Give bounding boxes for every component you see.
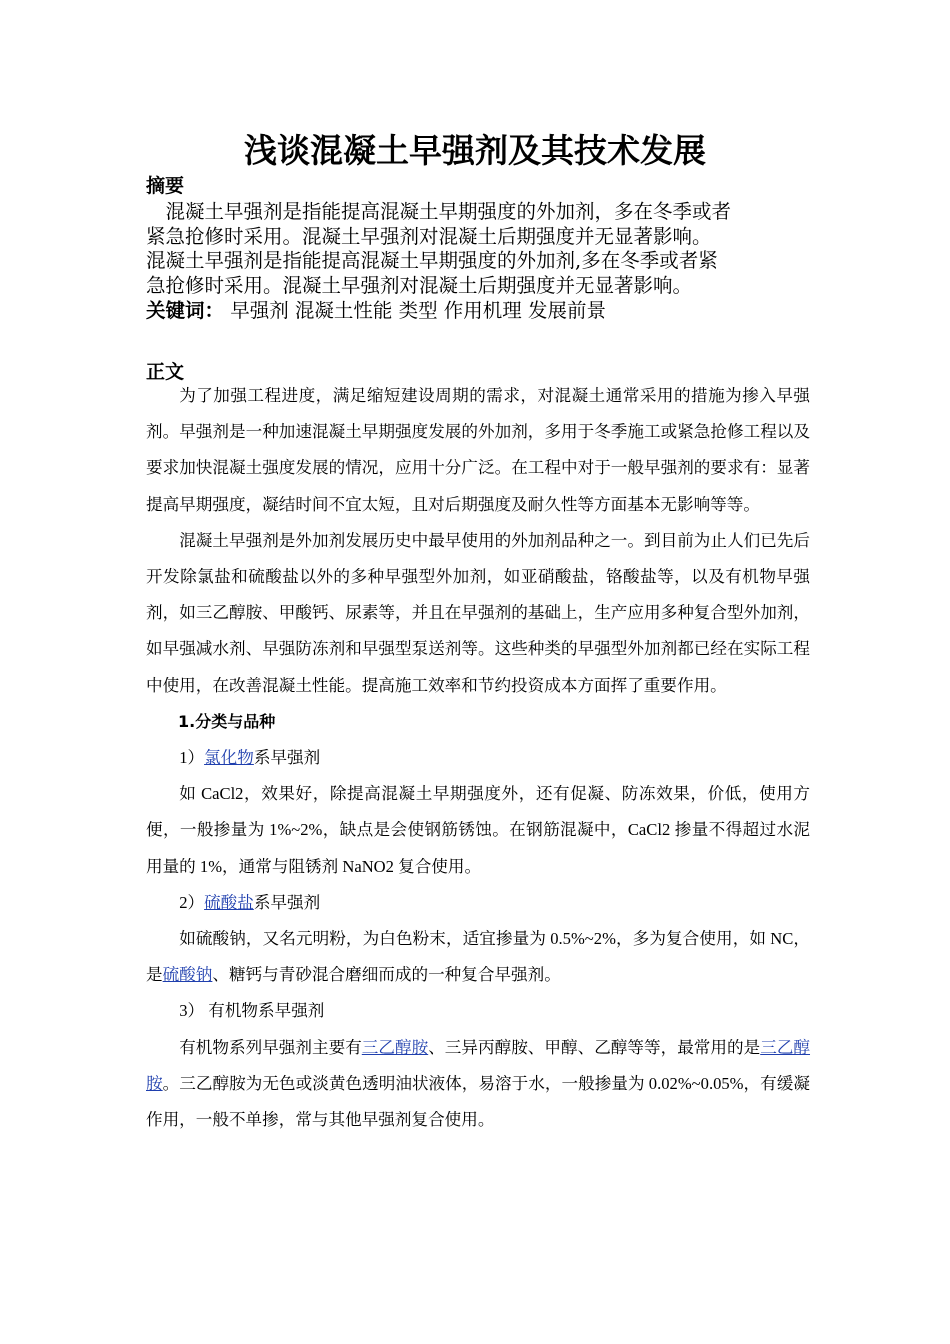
subheading-chloride-number: 1） [179,748,205,768]
paragraph-sulfate-part-1: 如硫酸钠，又名元明粉，为白色粉末，适宜掺量为 0.5%~2%，多为复合使用，如 NC，是 [146,929,810,985]
body-text [146,378,810,1138]
abstract-line-3: 混凝土早强剂是指能提高混凝土早期强度的外加剂,多在冬季或者紧 [146,249,718,272]
keywords-label: 关键词： [146,299,225,322]
keywords-line [146,298,826,324]
document-title: 浅谈混凝土早强剂及其技术发展 [244,131,706,170]
paragraph-organic-part-1: 有机物系列早强剂主要有 [179,1037,362,1057]
paragraph-organic-part-3: 。三乙醇胺为无色或淡黄色透明油状液体，易溶于水，一般掺量为 0.02%~0.05%，有缓凝作用，一般不单掺，常与其他早强剂复合使用。 [146,1073,810,1130]
body-heading: 正文 [146,361,185,383]
subheading-organic: 3） 有机物系早强剂 [179,1001,325,1021]
paragraph-organic [146,1030,810,1139]
link-sulfate[interactable]: 硫酸盐 [204,892,254,912]
paragraph-sulfate [146,921,810,993]
abstract-heading: 摘要 [146,175,185,197]
abstract-line-1: 混凝土早强剂是指能提高混凝土早期强度的外加剂，多在冬季或者 [165,200,732,223]
link-triethanolamine-2[interactable]: 三乙醇胺 [146,1037,811,1093]
paragraph-chloride: 如 CaCl2，效果好，除提高混凝土早期强度外，还有促凝、防冻效果，价低，使用方便，一般掺量为 1%~2%，缺点是会使钢筋锈蚀。在钢筋混凝中，CaCl2 掺量不得超过水泥用量的 1%，通常与阻锈剂 NaNO2 复合使用。 [146,784,810,876]
abstract-text [146,200,812,298]
subheading-chloride-suffix: 系早强剂 [253,748,321,768]
paragraph-organic-part-2: 、三异丙醇胺、甲醇、乙醇等等，最常用的是 [428,1037,761,1057]
keywords-text: 早强剂 混凝土性能 类型 作用机理 发展前景 [224,299,607,322]
paragraph-sulfate-part-2: 、糖钙与青砂混合磨细而成的一种复合早强剂。 [212,965,561,985]
subheading-sulfate [146,885,810,921]
paragraph-2: 混凝土早强剂是外加剂发展历史中最早使用的外加剂品种之一。到目前为止人们已先后开发除氯盐和硫酸盐以外的多种早强型外加剂，如亚硝酸盐，铬酸盐等，以及有机物早强剂，如三乙醇胺、甲酸钙、尿素等，并且在早强剂的基础上，生产应用多种复合型外加剂，如早强减水剂、早强防冻剂和早强型泵送剂等。这些种类的早强型外加剂都已经在实际工程中使用，在改善混凝土性能。提高施工效率和节约投资成本方面挥了重要作用。 [146,530,810,695]
abstract-line-4: 急抢修时采用。混凝土早强剂对混凝土后期强度并无显著影响。 [146,273,693,297]
subheading-chloride [146,740,810,776]
subheading-sulfate-number: 2） [179,892,205,912]
section-heading-classification: 1.分类与品种 [178,711,276,731]
paragraph-1: 为了加强工程进度，满足缩短建设周期的需求，对混凝土通常采用的措施为掺入早强剂。早强剂是一种加速混凝土早期强度发展的外加剂，多用于冬季施工或紧急抢修工程以及要求加快混凝土强度发展的情况，应用十分广泛。在工程中对于一般早强剂的要求有：显著提高早期强度，凝结时间不宜太短，且对后期强度及耐久性等方面基本无影响等等。 [146,386,810,514]
subheading-sulfate-suffix: 系早强剂 [253,892,321,912]
link-chloride[interactable]: 氯化物 [204,748,254,768]
abstract-line-2: 紧急抢修时采用。混凝土早强剂对混凝土后期强度并无显著影响。 [146,224,712,248]
link-triethanolamine-1[interactable]: 三乙醇胺 [361,1037,429,1057]
link-sodium-sulfate[interactable]: 硫酸钠 [162,965,213,985]
